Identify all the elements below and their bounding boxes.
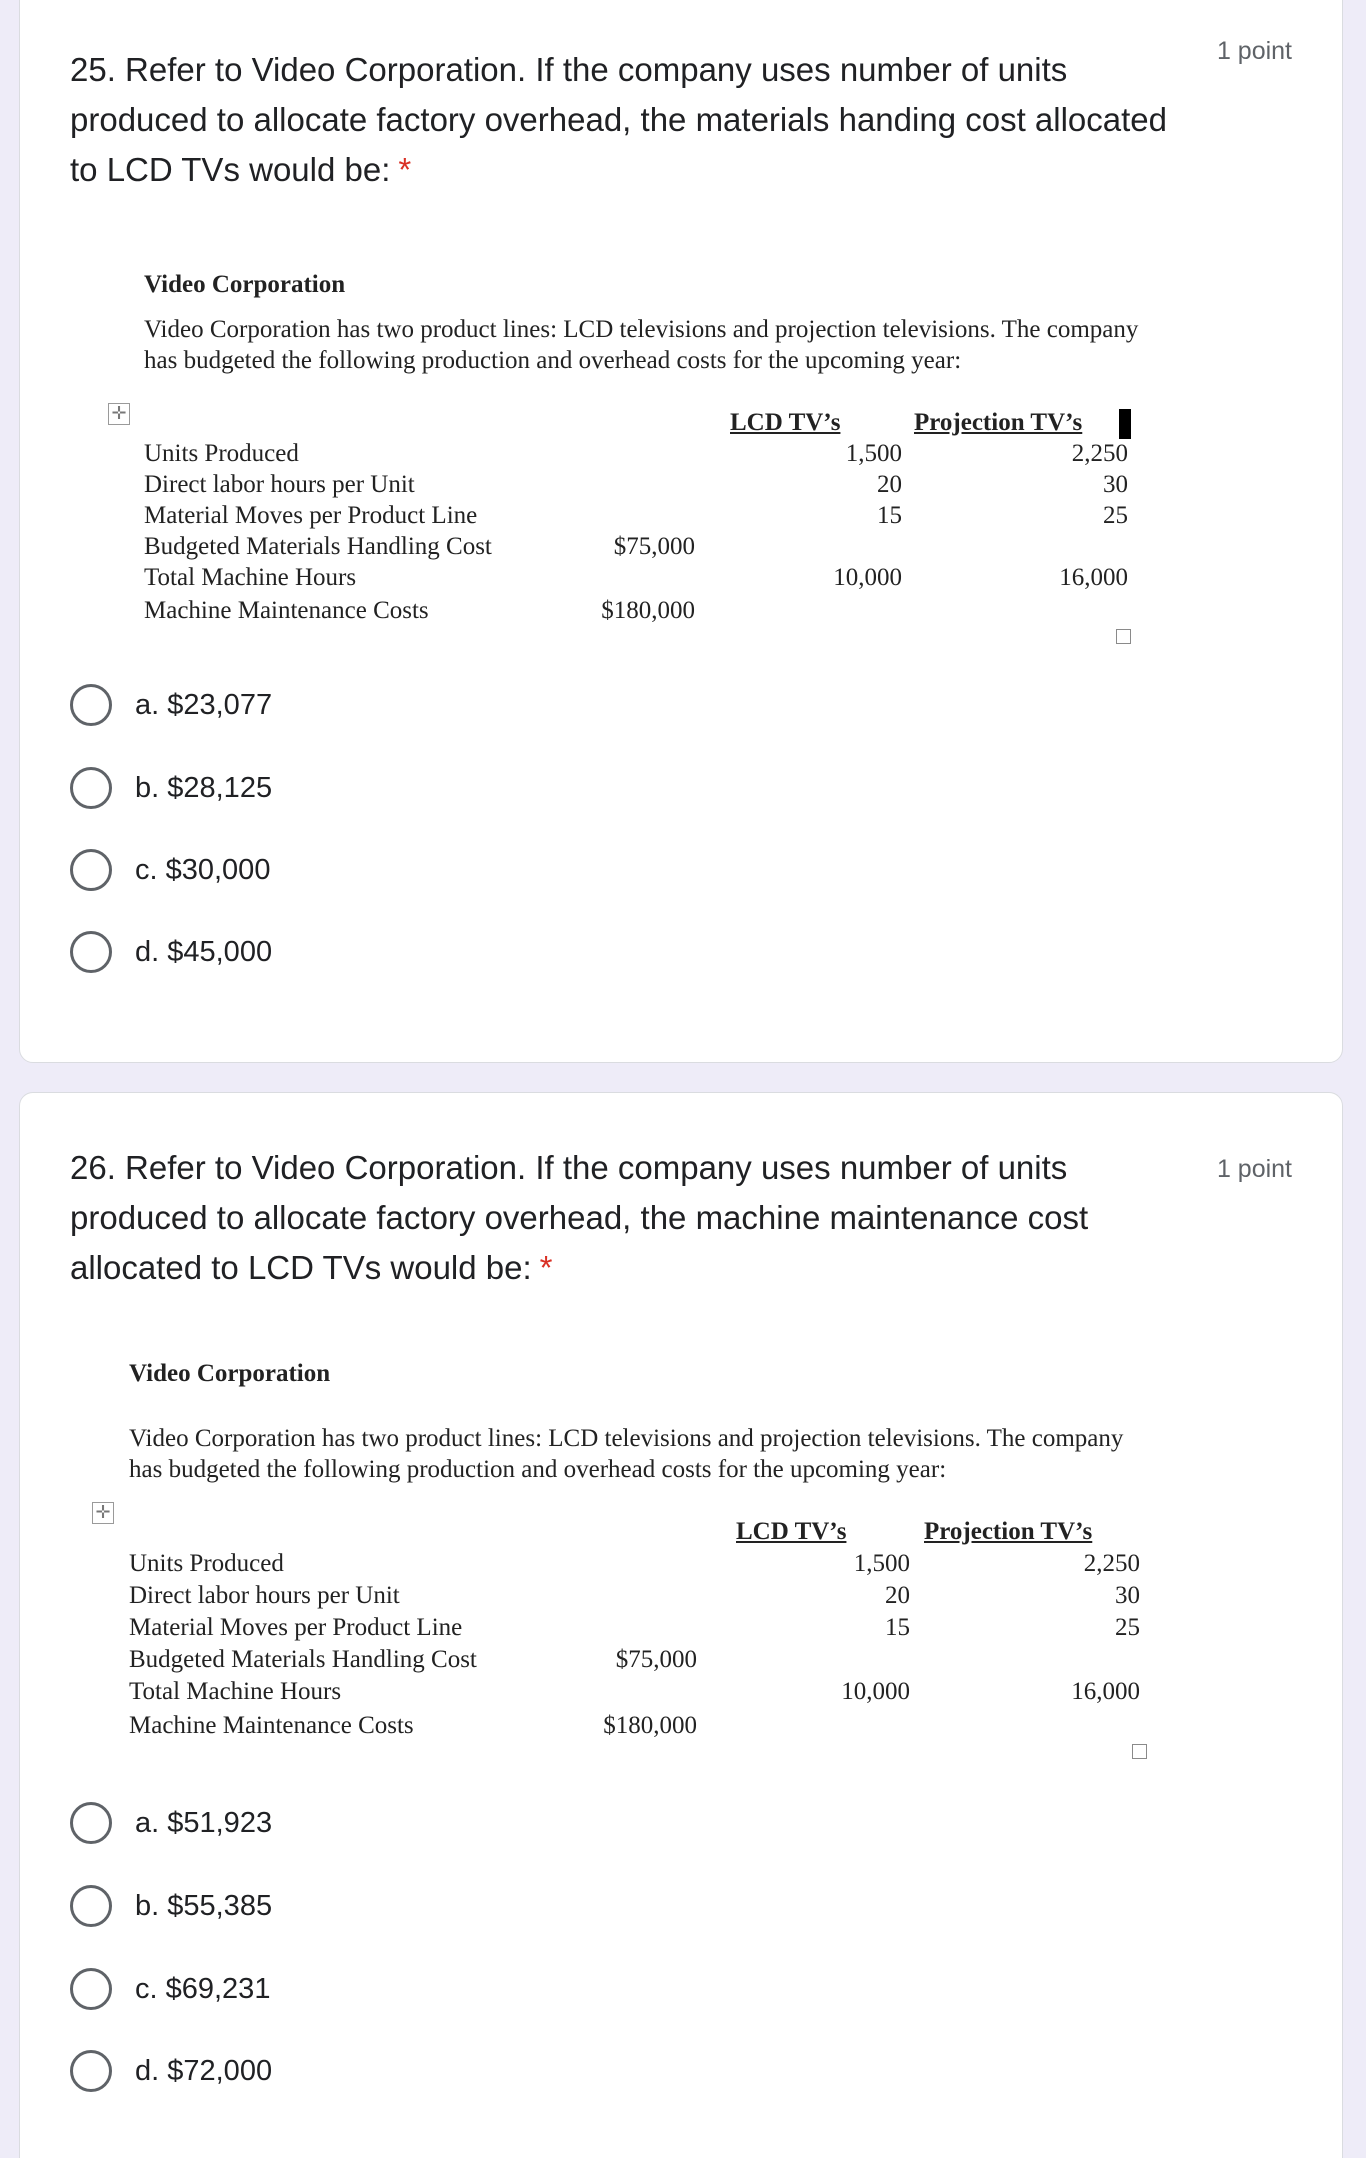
row-label: Total Machine Hours xyxy=(129,1678,342,1705)
option-b[interactable] xyxy=(70,1883,272,1929)
question-title xyxy=(70,45,1170,195)
cell-lcd: 1,500 xyxy=(845,440,902,467)
cell-total: $180,000 xyxy=(601,597,695,624)
row-label: Direct labor hours per Unit xyxy=(129,1582,400,1609)
radio-unchecked-icon[interactable] xyxy=(70,1885,112,1927)
figure-heading: Video Corporation xyxy=(144,271,346,298)
question-title xyxy=(70,1143,1170,1293)
option-d[interactable] xyxy=(70,929,272,975)
radio-unchecked-icon[interactable] xyxy=(70,1802,112,1844)
resize-box-icon xyxy=(1132,1744,1147,1759)
figure-heading: Video Corporation xyxy=(129,1360,331,1387)
column-header-projection: Projection TV’s xyxy=(924,1518,1093,1545)
question-text: 26. Refer to Video Corporation. If the company uses number of units produced to allocate factory overhead, the machine maintenance cost allocated to LCD TVs would be: xyxy=(70,1149,1089,1286)
row-label: Machine Maintenance Costs xyxy=(144,597,429,624)
option-label: a. $51,923 xyxy=(135,1806,273,1839)
option-a[interactable] xyxy=(70,682,272,728)
option-label: a. $23,077 xyxy=(135,688,273,721)
radio-unchecked-icon[interactable] xyxy=(70,767,112,809)
cell-projection: 25 xyxy=(1103,502,1128,529)
row-label: Direct labor hours per Unit xyxy=(144,471,415,498)
figure-paragraph-line-1: Video Corporation has two product lines: LCD televisions and projection televisions. The company xyxy=(144,316,1139,343)
cell-projection: 30 xyxy=(1115,1582,1140,1609)
move-handle-icon[interactable]: ✛ xyxy=(108,403,130,425)
question-text: 25. Refer to Video Corporation. If the company uses number of units produced to allocate factory overhead, the materials handing cost allocated to LCD TVs would be: xyxy=(70,51,1168,188)
option-c[interactable] xyxy=(70,1966,270,2012)
row-label: Material Moves per Product Line xyxy=(129,1614,463,1641)
option-label: c. $69,231 xyxy=(135,1972,271,2005)
cell-projection: 30 xyxy=(1103,471,1128,498)
cell-projection: 25 xyxy=(1115,1614,1140,1641)
option-label: c. $30,000 xyxy=(135,853,271,886)
row-label: Units Produced xyxy=(129,1550,284,1577)
option-a[interactable] xyxy=(70,1800,272,1846)
cell-lcd: 20 xyxy=(885,1582,910,1609)
option-d[interactable] xyxy=(70,2048,272,2094)
radio-unchecked-icon[interactable] xyxy=(70,931,112,973)
row-label: Budgeted Materials Handling Cost xyxy=(144,533,492,560)
cell-projection: 2,250 xyxy=(1071,440,1128,467)
required-asterisk: * xyxy=(398,151,412,188)
cell-projection: 2,250 xyxy=(1083,1550,1140,1577)
row-label: Budgeted Materials Handling Cost xyxy=(129,1646,477,1673)
question-card-26 xyxy=(19,1092,1343,2158)
column-header-projection: Projection TV’s xyxy=(914,409,1083,436)
option-label: d. $72,000 xyxy=(135,2054,273,2087)
text-cursor-marker xyxy=(1119,409,1131,439)
row-label: Material Moves per Product Line xyxy=(144,502,478,529)
resize-box-icon xyxy=(1116,629,1131,644)
column-header-lcd: LCD TV’s xyxy=(730,409,841,436)
cell-total: $75,000 xyxy=(615,1646,697,1673)
cell-lcd: 20 xyxy=(877,471,902,498)
row-label: Machine Maintenance Costs xyxy=(129,1712,414,1739)
option-label: b. $55,385 xyxy=(135,1889,273,1922)
radio-unchecked-icon[interactable] xyxy=(70,849,112,891)
cell-lcd: 1,500 xyxy=(853,1550,910,1577)
option-b[interactable] xyxy=(70,765,272,811)
radio-unchecked-icon[interactable] xyxy=(70,2050,112,2092)
figure-paragraph-line-2: has budgeted the following production and overhead costs for the upcoming year: xyxy=(129,1456,947,1483)
cell-lcd: 15 xyxy=(877,502,902,529)
cell-lcd: 10,000 xyxy=(833,564,902,591)
column-header-lcd: LCD TV’s xyxy=(736,1518,847,1545)
cell-total: $75,000 xyxy=(613,533,695,560)
cell-lcd: 10,000 xyxy=(841,1678,910,1705)
radio-unchecked-icon[interactable] xyxy=(70,684,112,726)
figure-paragraph-line-1: Video Corporation has two product lines: LCD televisions and projection televisions. The company xyxy=(129,1425,1124,1452)
question-card-25 xyxy=(19,0,1343,1063)
points-label: 1 point xyxy=(1216,37,1292,65)
required-asterisk: * xyxy=(539,1249,553,1286)
radio-unchecked-icon[interactable] xyxy=(70,1968,112,2010)
option-label: d. $45,000 xyxy=(135,935,273,968)
row-label: Units Produced xyxy=(144,440,299,467)
cell-lcd: 15 xyxy=(885,1614,910,1641)
cell-projection: 16,000 xyxy=(1059,564,1128,591)
option-c[interactable] xyxy=(70,847,270,893)
points-label: 1 point xyxy=(1216,1155,1292,1183)
figure-paragraph-line-2: has budgeted the following production and overhead costs for the upcoming year: xyxy=(144,347,962,374)
move-handle-icon[interactable]: ✛ xyxy=(92,1502,114,1524)
row-label: Total Machine Hours xyxy=(144,564,357,591)
option-label: b. $28,125 xyxy=(135,771,273,804)
cell-total: $180,000 xyxy=(603,1712,697,1739)
cell-projection: 16,000 xyxy=(1071,1678,1140,1705)
